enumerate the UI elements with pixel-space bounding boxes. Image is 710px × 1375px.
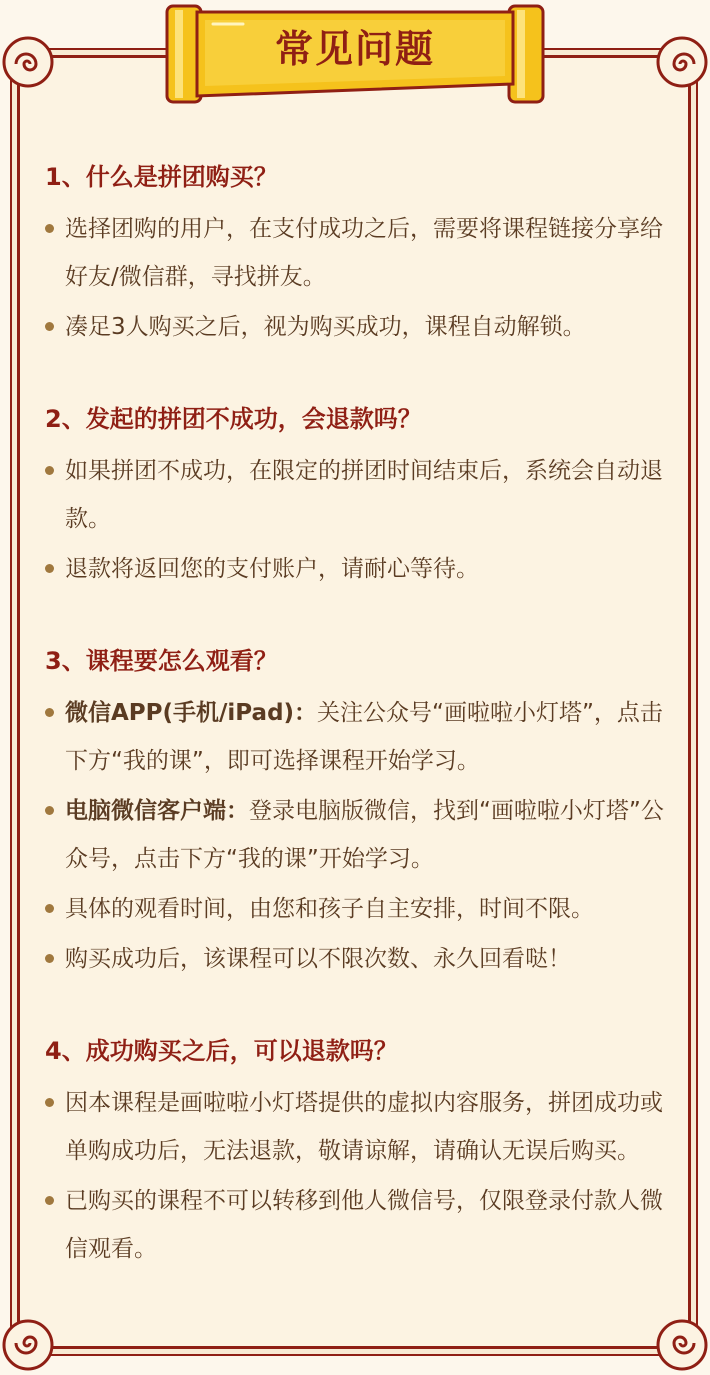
faq-answer (45, 689, 675, 785)
answer-text: 已购买的课程不可以转移到他人微信号，仅限登录付款人微信观看。 (65, 1188, 663, 1262)
faq-question: 1、什么是拼团购买？ (45, 163, 278, 191)
answer-text: 如果拼团不成功，在限定的拼团时间结束后，系统会自动退款。 (65, 458, 663, 532)
faq-answer (45, 787, 675, 883)
faq-question: 4、成功购买之后，可以退款吗？ (45, 1037, 398, 1065)
answer-text: 凑足3人购买之后，视为购买成功，课程自动解锁。 (65, 314, 586, 340)
faq-item (45, 639, 675, 983)
cloud-ornament-icon (654, 34, 710, 90)
bullet-icon (45, 904, 54, 913)
faq-question: 3、课程要怎么观看？ (45, 647, 278, 675)
bullet-icon (45, 224, 54, 233)
bullet-icon (45, 322, 54, 331)
bullet-icon (45, 1196, 54, 1205)
page-title: 常见问题 (274, 27, 435, 71)
bullet-icon (45, 708, 54, 717)
faq-answer (45, 545, 675, 593)
answer-text: 因本课程是画啦啦小灯塔提供的虚拟内容服务，拼团成功或单购成功后，无法退款，敬请谅解，请确认无误后购买。 (65, 1090, 663, 1164)
cloud-ornament-icon (654, 1317, 710, 1373)
faq-question: 2、发起的拼团不成功，会退款吗？ (45, 405, 422, 433)
faq-answer (45, 1079, 675, 1175)
faq-item (45, 397, 675, 593)
cloud-ornament-icon (0, 34, 56, 90)
bullet-icon (45, 1098, 54, 1107)
faq-answer (45, 447, 675, 543)
answer-text: 退款将返回您的支付账户，请耐心等待。 (65, 556, 479, 582)
answer-text: 登录电脑版微信，找到“画啦啦小灯塔”公众号，点击下方“我的课”开始学习。 (65, 798, 664, 872)
faq-answer (45, 885, 675, 933)
answer-text: 关注公众号“画啦啦小灯塔”，点击下方“我的课”，即可选择课程开始学习。 (65, 700, 663, 774)
faq-item (45, 1029, 675, 1273)
bullet-icon (45, 954, 54, 963)
faq-answer (45, 303, 675, 351)
faq-item (45, 155, 675, 351)
answer-label: 电脑微信客户端： (65, 798, 249, 824)
faq-answer (45, 935, 675, 983)
bullet-icon (45, 466, 54, 475)
bullet-icon (45, 806, 54, 815)
answer-label: 微信APP(手机/iPad)： (65, 700, 318, 726)
answer-text: 具体的观看时间，由您和孩子自主安排，时间不限。 (65, 896, 594, 922)
title-banner (163, 0, 547, 110)
bullet-icon (45, 564, 54, 573)
cloud-ornament-icon (0, 1317, 56, 1373)
faq-answer (45, 1177, 675, 1273)
answer-text: 选择团购的用户，在支付成功之后，需要将课程链接分享给好友/微信群，寻找拼友。 (65, 216, 663, 290)
faq-answer (45, 205, 675, 301)
answer-text: 购买成功后，该课程可以不限次数、永久回看哒！ (65, 946, 571, 972)
faq-list (45, 155, 675, 1319)
